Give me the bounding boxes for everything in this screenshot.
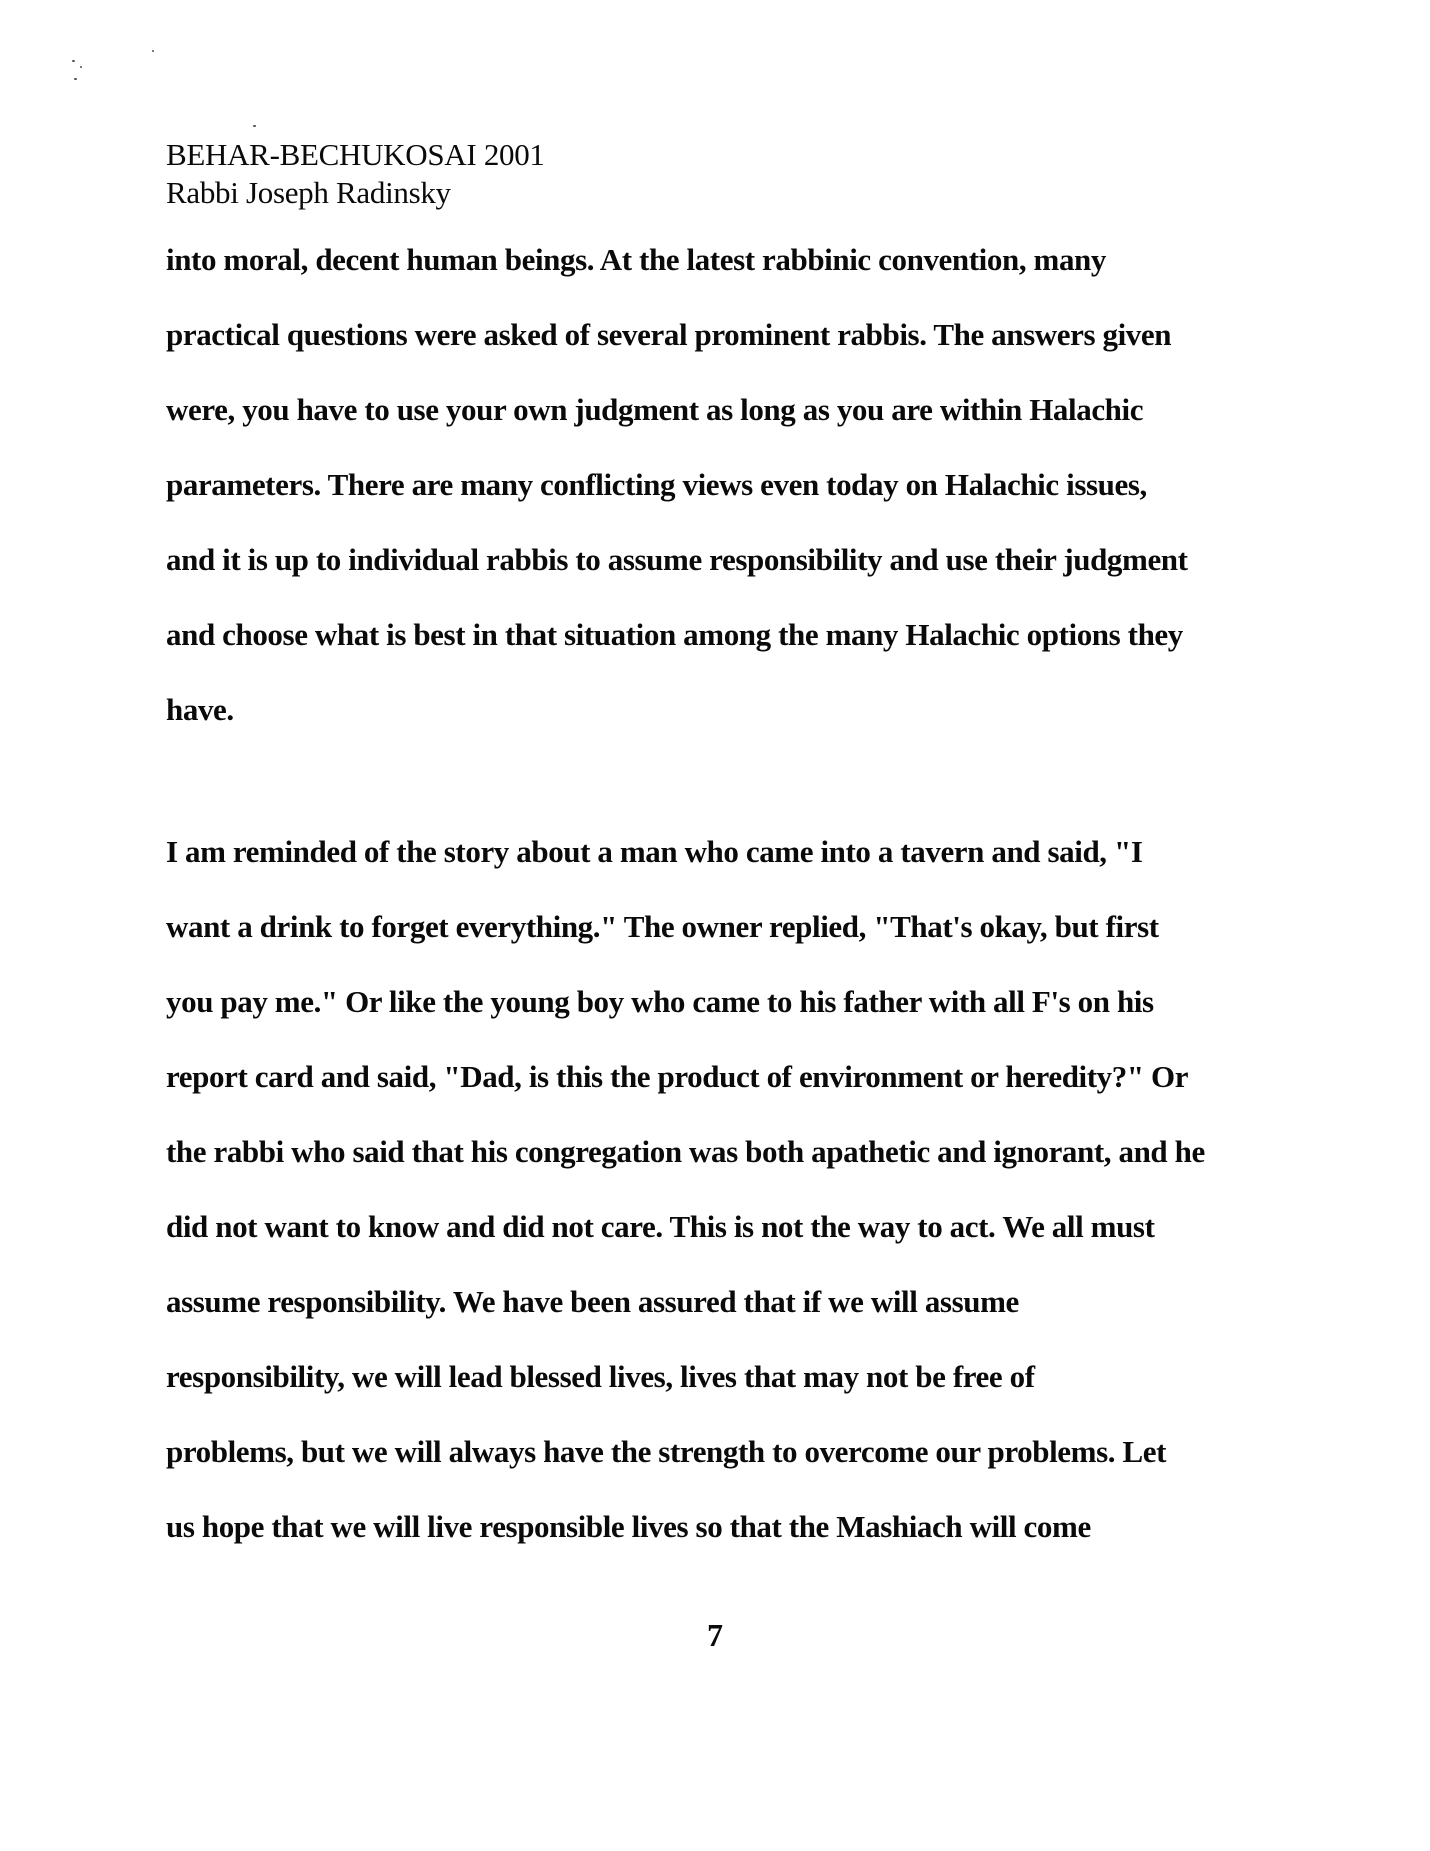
text-line: practical questions were asked of several prominent rabbis. The answers given — [166, 317, 1172, 352]
text-line: report card and said, "Dad, is this the product of environment or heredity?" Or — [166, 1059, 1189, 1094]
document-author: Rabbi Joseph Radinsky — [166, 175, 451, 210]
text-line: and choose what is best in that situation among the many Halachic options they — [166, 617, 1183, 652]
document-header — [166, 136, 545, 212]
page-number: 7 — [707, 1617, 723, 1653]
scan-speck — [253, 125, 256, 127]
paragraph-2 — [166, 830, 1276, 1580]
document-title: BEHAR-BECHUKOSAI 2001 — [166, 137, 545, 172]
scan-speck — [72, 60, 75, 62]
text-line: into moral, decent human beings. At the latest rabbinic convention, many — [166, 242, 1106, 277]
text-line: have. — [166, 692, 234, 727]
scan-speck — [80, 66, 82, 68]
text-line: did not want to know and did not care. This is not the way to act. We all must — [166, 1209, 1155, 1244]
text-line: you pay me." Or like the young boy who came to his father with all F's on his — [166, 984, 1154, 1019]
text-line: and it is up to individual rabbis to assume responsibility and use their judgment — [166, 542, 1188, 577]
text-line: want a drink to forget everything." The owner replied, "That's okay, but first — [166, 909, 1159, 944]
text-line: parameters. There are many conflicting views even today on Halachic issues, — [166, 467, 1147, 502]
scan-speck — [152, 50, 154, 52]
text-line: assume responsibility. We have been assured that if we will assume — [166, 1284, 1019, 1319]
scan-speck — [74, 78, 77, 80]
text-line: responsibility, we will lead blessed lives, lives that may not be free of — [166, 1359, 1035, 1394]
text-line: us hope that we will live responsible lives so that the Mashiach will come — [166, 1509, 1091, 1544]
paragraph-1 — [166, 238, 1276, 763]
text-line: the rabbi who said that his congregation was both apathetic and ignorant, and he — [166, 1134, 1205, 1169]
text-line: were, you have to use your own judgment as long as you are within Halachic — [166, 392, 1144, 427]
text-line: I am reminded of the story about a man who came into a tavern and said, "I — [166, 834, 1143, 869]
text-line: problems, but we will always have the strength to overcome our problems. Let — [166, 1434, 1167, 1469]
